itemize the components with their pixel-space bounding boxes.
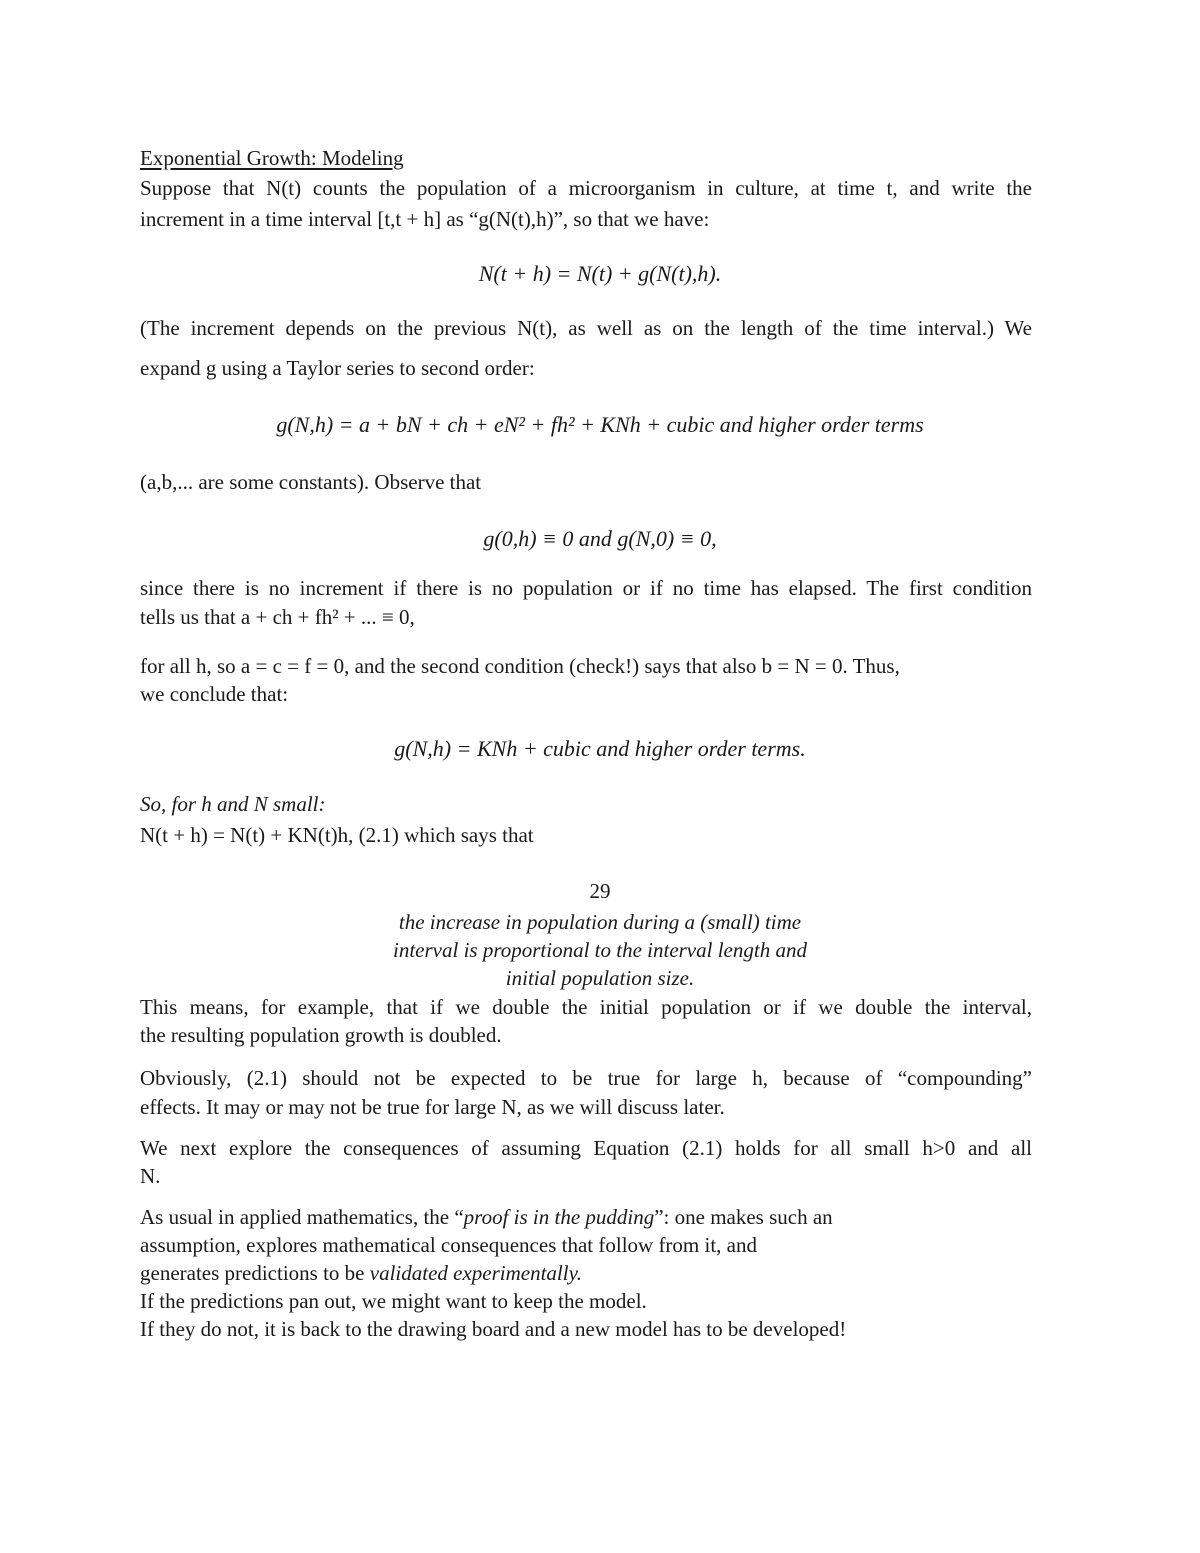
equation-recurrence: N(t + h) = N(t) + g(N(t),h). — [478, 261, 722, 286]
quote-line: interval is proportional to the interval length and — [393, 938, 807, 962]
paragraph-line: since there is no increment if there is no population or if no time has elapsed. The first condition — [140, 576, 1032, 600]
paragraph-line: increment in a time interval [t,t + h] as “g(N(t),h)”, so that we have: — [140, 207, 710, 231]
paragraph-line: We next explore the consequences of assuming Equation (2.1) holds for all small h>0 and all — [140, 1136, 1032, 1160]
page-number: 29 — [589, 879, 611, 903]
quote-line: initial population size. — [505, 966, 695, 990]
section-heading: Exponential Growth: Modeling — [140, 146, 404, 170]
paragraph-line: the resulting population growth is doubled. — [140, 1023, 502, 1047]
paragraph-line: If they do not, it is back to the drawing board and a new model has to be developed! — [140, 1317, 847, 1341]
paragraph-line: we conclude that: — [140, 682, 289, 706]
text-run: ”: one makes such an — [654, 1205, 833, 1229]
emphasis-text: validated experimentally. — [369, 1261, 583, 1285]
paragraph-line: So, for h and N small: — [140, 792, 326, 816]
paragraph-line: for all h, so a = c = f = 0, and the second condition (check!) says that also b = N = 0. Thus, — [140, 654, 900, 678]
text-run: generates predictions to be — [140, 1261, 370, 1285]
emphasis-text: proof is in the pudding — [463, 1205, 655, 1229]
equation-2-1: N(t + h) = N(t) + KN(t)h, (2.1) which says that — [140, 823, 534, 847]
equation-simplified: g(N,h) = KNh + cubic and higher order terms. — [394, 736, 806, 761]
paragraph-line — [140, 1207, 833, 1228]
paragraph-line: (a,b,... are some constants). Observe that — [140, 470, 482, 494]
paragraph-line: effects. It may or may not be true for large N, as we will discuss later. — [140, 1095, 725, 1119]
paragraph-line: (The increment depends on the previous N(t), as well as on the length of the time interval.) We — [140, 316, 1032, 340]
paragraph-line: N. — [140, 1164, 161, 1188]
paragraph-line: This means, for example, that if we double the initial population or if we double the interval, — [140, 995, 1032, 1019]
paragraph-line: tells us that a + ch + fh² + ... ≡ 0, — [140, 605, 415, 629]
paragraph-line: If the predictions pan out, we might want to keep the model. — [140, 1289, 647, 1313]
equation-taylor-expansion: g(N,h) = a + bN + ch + eN² + fh² + KNh + cubic and higher order terms — [276, 412, 924, 437]
paragraph-line: Suppose that N(t) counts the population of a microorganism in culture, at time t, and write the — [140, 176, 1032, 200]
quote-line: the increase in population during a (small) time — [398, 910, 802, 934]
paragraph-line: expand g using a Taylor series to second order: — [140, 356, 535, 380]
paragraph-line — [140, 1263, 582, 1284]
paragraph-line: assumption, explores mathematical consequences that follow from it, and — [140, 1233, 757, 1257]
paragraph-line: Obviously, (2.1) should not be expected to be true for large h, because of “compounding” — [140, 1066, 1032, 1090]
equation-boundary-conditions: g(0,h) ≡ 0 and g(N,0) ≡ 0, — [483, 526, 717, 551]
text-run: As usual in applied mathematics, the “ — [140, 1205, 464, 1229]
